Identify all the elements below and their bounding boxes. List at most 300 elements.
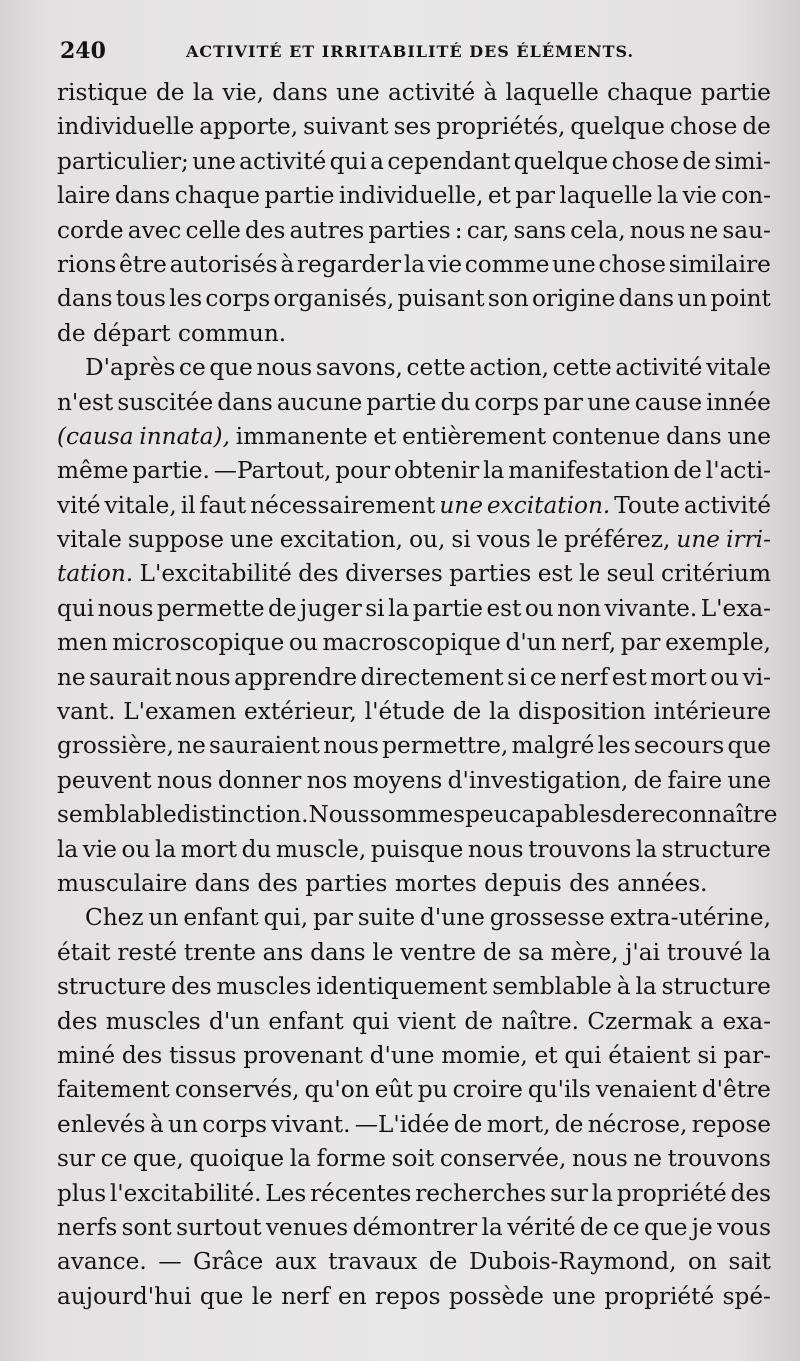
word: sont (121, 1213, 172, 1241)
word: disposition (517, 698, 646, 726)
word: (causa (57, 422, 134, 450)
word: une (727, 422, 771, 450)
word: la (192, 79, 215, 106)
running-title: ACTIVITÉ ET IRRITABILITÉ DES ÉLÉMENTS. (186, 42, 635, 61)
word: peu (465, 801, 509, 829)
word: nous (467, 835, 524, 863)
text-line (57, 1108, 771, 1142)
text-line (57, 1073, 771, 1107)
word: laquelle (559, 182, 653, 210)
word: dans (57, 285, 113, 313)
word: seul (606, 560, 655, 588)
word: Nous (308, 801, 370, 829)
word: et (534, 1041, 558, 1069)
word: L'exa- (700, 594, 771, 622)
word: autorisés (169, 250, 278, 278)
word: la (635, 973, 657, 1001)
word: vivant. (271, 1110, 351, 1138)
word: des (244, 216, 286, 244)
word: spé- (722, 1282, 771, 1310)
text-line (57, 351, 771, 385)
word: activité (239, 147, 327, 175)
text-line (57, 179, 771, 213)
word: est (537, 560, 573, 588)
word: d'une (369, 1041, 435, 1069)
word: mortes (394, 869, 477, 897)
word: vie (682, 182, 717, 210)
word: trente (183, 938, 256, 966)
word: la (289, 1145, 311, 1173)
word: apprendre (234, 663, 358, 691)
word: corps (474, 388, 540, 416)
word: la (489, 698, 511, 726)
word: momie, (441, 1041, 528, 1069)
word: suppose (127, 526, 224, 554)
word: rions (57, 250, 117, 278)
word: comme (464, 250, 550, 278)
word: enfant (183, 904, 259, 932)
text-line (57, 317, 771, 351)
word: l'acti- (705, 457, 771, 485)
word: de (611, 801, 641, 829)
word: si (697, 1041, 717, 1069)
word: con- (721, 182, 771, 210)
word: un (148, 904, 179, 932)
word: de (453, 1110, 483, 1138)
word: que, (132, 1145, 184, 1173)
word: forme (316, 1145, 386, 1173)
word: vérité (507, 1213, 576, 1241)
word: de (682, 147, 711, 175)
word: une (439, 491, 483, 519)
body-text (57, 76, 778, 1314)
word: individuelle (57, 113, 195, 141)
word: men (57, 629, 108, 657)
word: obtenir (393, 457, 480, 485)
word: innata), (139, 422, 230, 450)
word: permettre, (382, 732, 509, 760)
text-line (57, 626, 771, 660)
word: en (337, 1282, 367, 1310)
word: exemple, (665, 629, 771, 657)
word: regarder (296, 250, 402, 278)
word: ans (262, 938, 304, 966)
word: cause (634, 388, 703, 416)
text-line (57, 76, 771, 110)
word: faire (667, 766, 723, 794)
word: aux (274, 1248, 317, 1276)
word: resté (117, 938, 178, 966)
word: Dubois-Raymond, (468, 1248, 677, 1276)
word: dans (217, 388, 273, 416)
text-line (57, 833, 771, 867)
word: de (554, 1110, 584, 1138)
word: par (620, 629, 661, 657)
word: une (230, 526, 274, 554)
page-number: 240 (60, 38, 106, 64)
word: trouvons (528, 835, 632, 863)
word: la (657, 182, 679, 210)
word: de (268, 594, 297, 622)
word: la (481, 1213, 503, 1241)
word: origine (531, 285, 616, 313)
word: dans (272, 79, 328, 106)
word: de (57, 319, 86, 347)
word: action, (469, 354, 550, 382)
word: excitation, (279, 526, 404, 554)
word: nerf (281, 1282, 330, 1310)
word: à (149, 1110, 164, 1138)
word: nerf, (561, 629, 617, 657)
word: vous (717, 1213, 771, 1241)
word: simi- (714, 147, 771, 175)
word: partie (700, 79, 771, 106)
word: ou (121, 835, 151, 863)
word: parties (449, 560, 532, 588)
word: ce (100, 1145, 128, 1173)
word: structure (57, 973, 167, 1001)
word: L'excitabilité (139, 560, 292, 588)
word: que (209, 354, 253, 382)
word: —Partout, (213, 457, 332, 485)
word: vitale (706, 354, 771, 382)
word: miné (57, 1041, 116, 1069)
word: Czermak (587, 1007, 692, 1035)
word: une (336, 79, 380, 106)
word: semblable (492, 973, 612, 1001)
word: ne (633, 1145, 663, 1173)
text-line (57, 936, 771, 970)
word: muscles (216, 973, 312, 1001)
word: les (597, 732, 631, 760)
word: a (370, 147, 384, 175)
word: chaque (174, 182, 260, 210)
word: vant. (57, 698, 116, 726)
word: naître. (501, 1007, 579, 1035)
word: celle (185, 216, 241, 244)
word: D'après (85, 354, 176, 382)
text-line (57, 1245, 771, 1279)
text-line (57, 523, 771, 557)
word: suscitée (117, 388, 214, 416)
word: sur (550, 1179, 588, 1207)
word: peuvent (57, 766, 152, 794)
word: possède (448, 1282, 544, 1310)
word: recherches (415, 1179, 547, 1207)
text-line (57, 145, 771, 179)
word: que (643, 1213, 688, 1241)
word: sa (518, 938, 544, 966)
word: à (483, 79, 498, 106)
word: L'examen (123, 698, 237, 726)
word: des (57, 1007, 98, 1035)
word: — (158, 1248, 182, 1276)
word: plus (57, 1179, 107, 1207)
word: structure (661, 835, 771, 863)
word: conservés, (174, 1076, 300, 1104)
word: nous (97, 594, 154, 622)
word: nos (306, 766, 348, 794)
word: croire (452, 1076, 523, 1104)
word: préférez, (563, 526, 671, 554)
word: pu (417, 1076, 448, 1104)
word: années. (617, 869, 708, 897)
word: activité (615, 354, 703, 382)
text-line (57, 420, 771, 454)
word: quelque (570, 113, 665, 141)
word: nerf (560, 663, 609, 691)
word: si (507, 663, 527, 691)
word: chose (598, 250, 666, 278)
word: depuis (484, 869, 562, 897)
word: de (673, 457, 702, 485)
word: quoique (189, 1145, 285, 1173)
word: tation. (57, 560, 134, 588)
word: dans (114, 182, 171, 210)
text-line (57, 970, 771, 1004)
word: est (611, 663, 647, 691)
word: ou, (409, 526, 446, 554)
word: une (192, 147, 236, 175)
word: le (251, 1282, 273, 1310)
word: cette (552, 354, 612, 382)
word: Chez (85, 904, 144, 932)
word: par (515, 182, 555, 210)
word: si (365, 594, 385, 622)
word: être (119, 250, 167, 278)
word: reconnaître (640, 801, 778, 829)
word: vivante. (604, 594, 698, 622)
word: et (487, 182, 511, 210)
word: on (688, 1248, 717, 1276)
word: extra-utérine, (609, 904, 771, 932)
word: un (677, 285, 708, 313)
word: suite (357, 904, 416, 932)
word: innée (706, 388, 771, 416)
word: cela, (570, 216, 626, 244)
word: partie (412, 594, 483, 622)
text-line (57, 214, 771, 248)
word: dans (310, 938, 366, 966)
word: le (536, 526, 558, 554)
word: pour (335, 457, 391, 485)
word: enlevés (57, 1110, 146, 1138)
word: vient (397, 1007, 457, 1035)
word: est (486, 594, 522, 622)
word: ne (57, 663, 86, 691)
word: nous (256, 354, 313, 382)
word: la (483, 457, 505, 485)
word: une (552, 1282, 596, 1310)
word: vi- (742, 663, 771, 691)
word: n'est (57, 388, 114, 416)
text-line (57, 248, 771, 282)
word: nécrose, (587, 1110, 688, 1138)
word: venues (265, 1213, 349, 1241)
word: que (199, 1282, 244, 1310)
word: soit (391, 1145, 435, 1173)
word: des (298, 560, 339, 588)
word: corde (57, 216, 124, 244)
word: sauraient (209, 732, 321, 760)
word: vité (57, 491, 101, 519)
word: propriété (616, 1179, 727, 1207)
word: le (372, 938, 394, 966)
text-line (57, 386, 771, 420)
word: du (440, 388, 471, 416)
word: à (616, 973, 631, 1001)
word: entièrement (402, 422, 547, 450)
word: même (57, 457, 129, 485)
word: musculaire (57, 869, 188, 897)
word: corps (202, 1110, 268, 1138)
word: sommes (369, 801, 466, 829)
word: la (388, 594, 410, 622)
word: sans (513, 216, 567, 244)
word: des (171, 973, 212, 1001)
word: il (180, 491, 196, 519)
word: avance. (57, 1248, 147, 1276)
text-line (57, 557, 771, 591)
word: cette (406, 354, 466, 382)
text-line (57, 489, 771, 523)
word: de (428, 1248, 458, 1276)
word: exa- (722, 1007, 771, 1035)
word: de (579, 1213, 609, 1241)
word: point (710, 285, 771, 313)
word: car, (466, 216, 510, 244)
text-line (57, 1039, 771, 1073)
word: parties (368, 216, 451, 244)
word: ne (177, 732, 206, 760)
word: faut (199, 491, 247, 519)
word: qui, (263, 904, 309, 932)
word: une (676, 526, 720, 554)
word: nerfs (57, 1213, 118, 1241)
word: repose (691, 1110, 771, 1138)
word: dans (618, 285, 675, 313)
word: récentes (310, 1179, 412, 1207)
text-line (57, 1005, 771, 1039)
word: un (168, 1110, 198, 1138)
word: conservée, (439, 1145, 567, 1173)
word: distinction. (176, 801, 309, 829)
word: Toute (614, 491, 680, 519)
text-line (57, 1280, 771, 1314)
word: vie, (222, 79, 264, 106)
word: la (57, 835, 79, 863)
word: semblable (57, 801, 177, 829)
text-line (57, 454, 771, 488)
word: manifestation (508, 457, 670, 485)
word: vitale, (104, 491, 177, 519)
word: j'ai (625, 938, 661, 966)
word: identiquement (316, 973, 488, 1001)
word: a (700, 1007, 715, 1035)
word: apporte, (199, 113, 299, 141)
text-line (57, 1211, 771, 1245)
word: laquelle (505, 79, 599, 106)
word: départ (92, 319, 171, 347)
word: Les (265, 1179, 307, 1207)
word: le (579, 560, 601, 588)
word: macroscopique (322, 629, 501, 657)
word: la (591, 1179, 613, 1207)
word: non (557, 594, 602, 622)
word: partie (264, 182, 335, 210)
word: ventre (400, 938, 477, 966)
word: sait (728, 1248, 771, 1276)
word: ses (393, 113, 432, 141)
word: tissus (169, 1041, 237, 1069)
word: mort (650, 663, 707, 691)
word: nécessairement (250, 491, 436, 519)
word: ou (710, 663, 740, 691)
word: ou (288, 629, 318, 657)
word: irri- (726, 526, 771, 554)
word: partie. (132, 457, 210, 485)
word: de (633, 766, 663, 794)
word: qui (329, 147, 367, 175)
word: microscopique (112, 629, 285, 657)
word: tous (115, 285, 166, 313)
word: qu'ils (527, 1076, 591, 1104)
text-line (57, 592, 771, 626)
word: permette (156, 594, 265, 622)
word: qui (352, 1007, 390, 1035)
word: des (730, 1179, 771, 1207)
word: muscle, (275, 835, 367, 863)
word: nous (572, 1145, 628, 1173)
word: extérieur, (244, 698, 357, 726)
word: vie (427, 250, 463, 278)
word: chose (669, 113, 738, 141)
word: par (543, 388, 583, 416)
word: faitement (57, 1076, 170, 1104)
word: d'investigation, (447, 766, 629, 794)
word: chaque (607, 79, 693, 106)
word: —L'idée (354, 1110, 450, 1138)
word: cependant (387, 147, 511, 175)
word: de (482, 938, 512, 966)
word: était (57, 938, 111, 966)
word: une (587, 388, 631, 416)
text-line (57, 661, 771, 695)
word: qui (564, 1041, 602, 1069)
word: d'être (701, 1076, 771, 1104)
word: aujourd'hui (57, 1282, 192, 1310)
word: si (451, 526, 471, 554)
word: du (241, 835, 272, 863)
word: aucune (276, 388, 363, 416)
word: trouvons (667, 1145, 771, 1173)
word: qui (57, 594, 95, 622)
word: vitale (57, 526, 122, 554)
word: excitation. (486, 491, 611, 519)
word: ce (612, 1213, 640, 1241)
word: d'un (505, 629, 557, 657)
word: organisés, (273, 285, 395, 313)
word: ne (689, 216, 719, 244)
word: de (452, 698, 482, 726)
word: parties (305, 869, 388, 897)
word: chose (611, 147, 680, 175)
word: propriété (604, 1282, 715, 1310)
word: mort (180, 835, 238, 863)
word: directement (360, 663, 504, 691)
word: l'étude (364, 698, 445, 726)
word: par- (723, 1041, 771, 1069)
